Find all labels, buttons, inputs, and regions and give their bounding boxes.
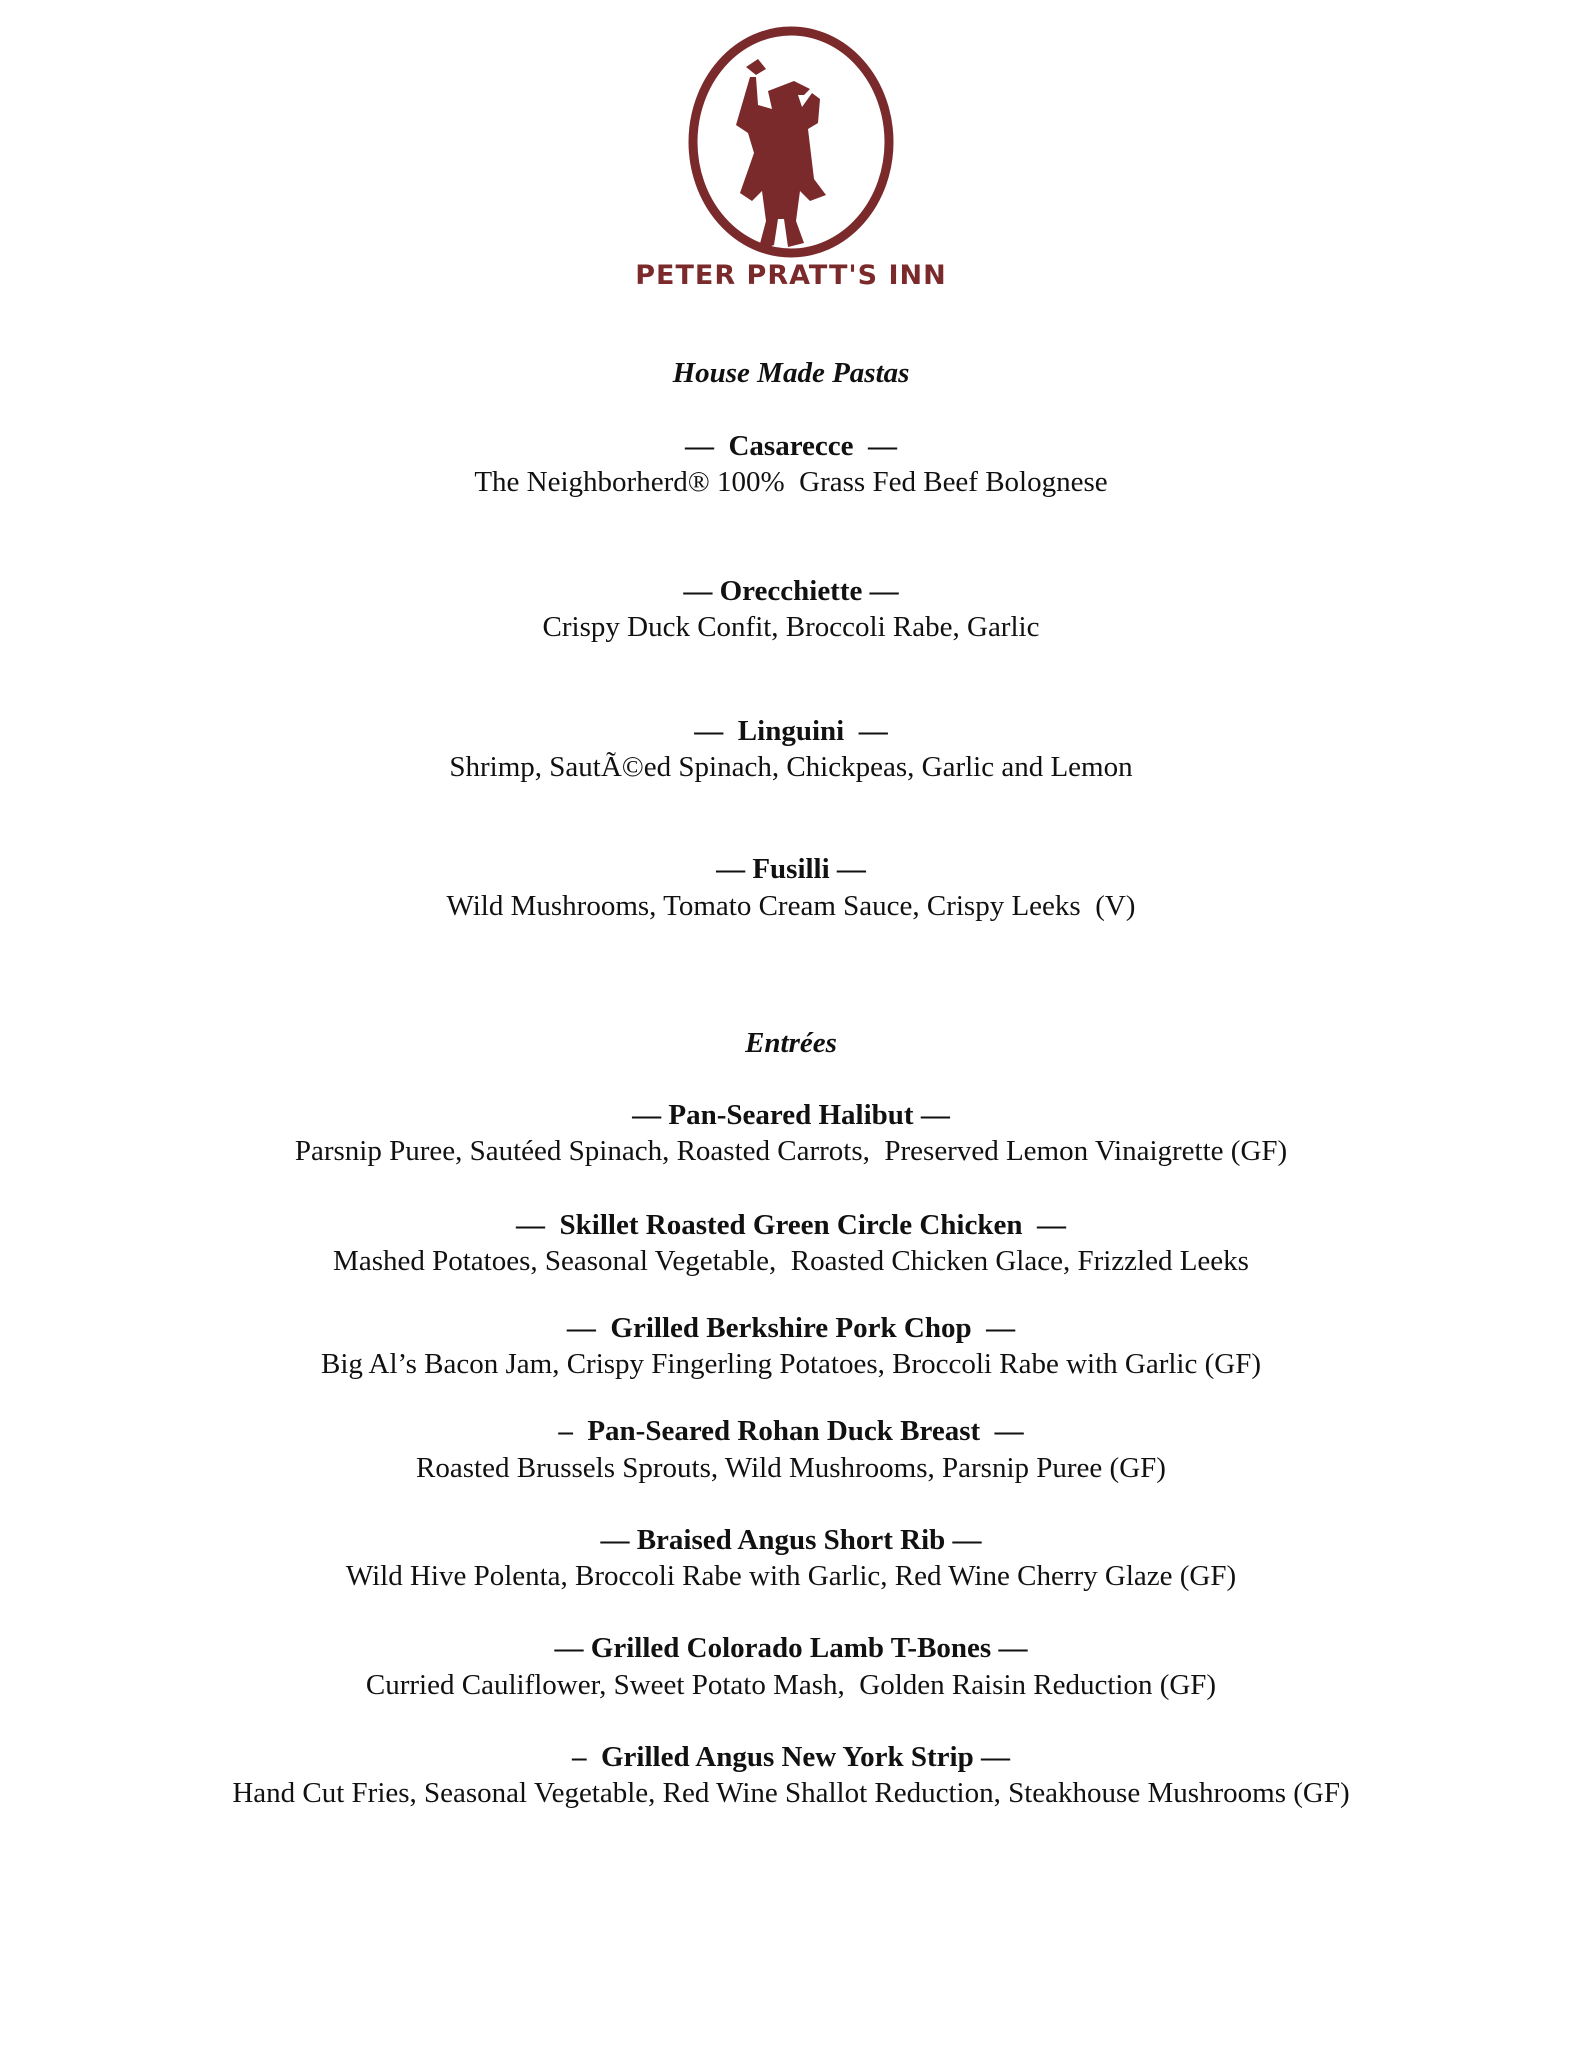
menu-item-desc: Crispy Duck Confit, Broccoli Rabe, Garlic xyxy=(542,611,1040,643)
section-title-pastas: House Made Pastas xyxy=(672,357,910,389)
menu-item-name: – Grilled Angus New York Strip — xyxy=(572,1741,1010,1773)
menu-item-name: — Casarecce — xyxy=(684,430,898,462)
menu-item-name: — Pan-Seared Halibut — xyxy=(632,1099,950,1131)
menu-item-desc: Wild Mushrooms, Tomato Cream Sauce, Crispy Leeks (V) xyxy=(446,890,1136,922)
menu-item-desc: Shrimp, SautÃ©ed Spinach, Chickpeas, Garlic and Lemon xyxy=(449,751,1133,783)
menu-item-name: — Braised Angus Short Rib — xyxy=(600,1524,982,1556)
menu-item-name: — Grilled Colorado Lamb T-Bones — xyxy=(554,1632,1028,1664)
menu-item-name: — Grilled Berkshire Pork Chop — xyxy=(566,1312,1016,1344)
menu-item-desc: Big Al’s Bacon Jam, Crispy Fingerling Potatoes, Broccoli Rabe with Garlic (GF) xyxy=(321,1348,1261,1380)
menu-item-name: — Fusilli — xyxy=(716,853,866,885)
menu-item-name: — Linguini — xyxy=(694,715,888,747)
menu-item-desc: Parsnip Puree, Sautéed Spinach, Roasted Carrots, Preserved Lemon Vinaigrette (GF) xyxy=(294,1135,1288,1167)
menu-item-name: – Pan-Seared Rohan Duck Breast — xyxy=(558,1415,1024,1447)
section-title-entrees: Entrées xyxy=(745,1027,837,1059)
menu-item-name: — Orecchiette — xyxy=(683,575,899,607)
menu-item-desc: Curried Cauliflower, Sweet Potato Mash, Golden Raisin Reduction (GF) xyxy=(365,1669,1217,1701)
menu-item-desc: Mashed Potatoes, Seasonal Vegetable, Roasted Chicken Glace, Frizzled Leeks xyxy=(333,1245,1249,1277)
brand-name: PETER PRATT'S INN xyxy=(635,260,947,291)
menu-item-desc: The Neighborherd® 100% Grass Fed Beef Bolognese xyxy=(474,466,1108,498)
menu-item-desc: Roasted Brussels Sprouts, Wild Mushrooms, Parsnip Puree (GF) xyxy=(416,1452,1166,1484)
menu-item-name: — Skillet Roasted Green Circle Chicken — xyxy=(516,1209,1066,1241)
peter-pratt-logo xyxy=(680,22,902,262)
menu-item-desc: Hand Cut Fries, Seasonal Vegetable, Red Wine Shallot Reduction, Steakhouse Mushrooms (GF) xyxy=(232,1777,1350,1809)
menu-item-desc: Wild Hive Polenta, Broccoli Rabe with Garlic, Red Wine Cherry Glaze (GF) xyxy=(345,1560,1237,1592)
